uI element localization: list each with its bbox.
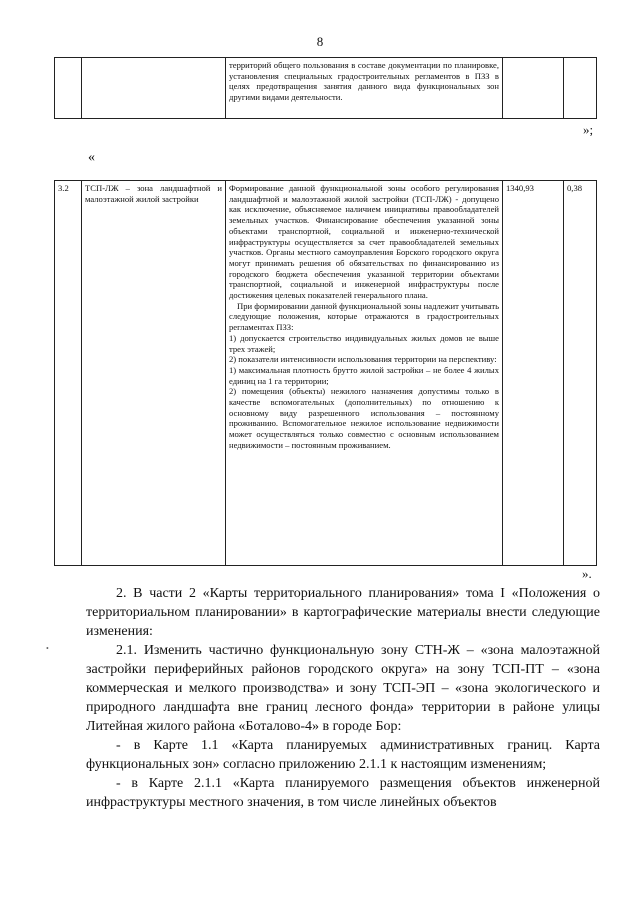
cell-empty-area bbox=[503, 58, 564, 119]
cell-top-text: территорий общего пользования в составе документации по планировке, установления специальных градостроительных регламентов в ПЗЗ в целях предотвращения занятия данного вида функциональных зон другими видами деятельности. bbox=[226, 58, 503, 119]
table-main bbox=[54, 180, 597, 566]
opening-quote: « bbox=[88, 150, 95, 165]
body-text bbox=[86, 584, 600, 812]
description-paragraph: 1) максимальная плотность брутто жилой застройки – не более 4 жилых единиц на 1 га территории; bbox=[229, 364, 499, 386]
scan-mark: • bbox=[46, 644, 49, 653]
closing-quote-1: »; bbox=[583, 122, 594, 137]
paragraph: - в Карте 1.1 «Карта планируемых административных границ. Карта функциональных зон» согласно приложению 2.1.1 к настоящим изменениям; bbox=[86, 738, 600, 772]
table-row bbox=[55, 181, 597, 566]
cell-empty-share bbox=[564, 58, 597, 119]
cell-empty-zone bbox=[82, 58, 226, 119]
paragraph: 2.1. Изменить частично функциональную зону СТН-Ж – «зона малоэтажной застройки периферийных районов городского округа» на зону ТСП-ПТ – «зона коммерческая и мелкого производства» и зону ТСП-ЭП – «зона экологического и природного ландшафта вне границ лесного фонда» территории в районе улицы Литейная жилого района «Боталово-4» в городе Бор: bbox=[86, 643, 600, 734]
cell-row-number: 3.2 bbox=[55, 181, 82, 566]
paragraph: 2. В части 2 «Карты территориального планирования» тома I «Положения о территориальном планировании» в картографические материалы внести следующие изменения: bbox=[86, 586, 600, 639]
cell-zone-name: ТСП-ЛЖ – зона ландшафтной и малоэтажной жилой застройки bbox=[82, 181, 226, 566]
description-paragraph: 1) допускается строительство индивидуальных жилых домов не выше трех этажей; bbox=[229, 332, 499, 354]
description-paragraph: 2) помещения (объекты) нежилого назначения допустимы только в качестве вспомогательных (дополнительных) по отношению к основному виду разрешенного использования – постоянному проживанию. Вспомогательное нежилое использование недвижимости может осуществляться только совместно с основным использованием недвижимости – постоянным проживанием. bbox=[229, 386, 499, 450]
description-paragraph: Формирование данной функциональной зоны особого регулирования ландшафтной и малоэтажной жилой застройки (ТСП-ЛЖ) - допущено как исключение, объясняемое наличием инициативы правообладателей земельных участков. Финансирование обеспечения указанной зоны объектами транспортной, социальной и инженерно-технической инфраструктуры осуществляется за счет правообладателей земельных участков. Органы местного самоуправления Борского городского округа могут принимать решения об обязательствах по финансированию из городского бюджета обеспечения указанной территории объектами транспортной, социальной и инженерной инфраструктуры после достижения целевых показателей генерального плана. bbox=[229, 183, 499, 301]
description-paragraph: 2) показатели интенсивности использования территории на перспективу: bbox=[229, 354, 497, 365]
cell-share: 0,38 bbox=[564, 181, 597, 566]
cell-description bbox=[226, 181, 503, 566]
description-paragraph: При формировании данной функциональной зоны надлежит учитывать следующие положения, которые отражаются в градостроительных регламентах ПЗЗ: bbox=[229, 300, 499, 333]
table-row bbox=[55, 58, 597, 119]
closing-quote-2: ». bbox=[582, 566, 592, 581]
table-top-fragment bbox=[54, 57, 597, 119]
page-number: 8 bbox=[316, 34, 324, 49]
cell-area: 1340,93 bbox=[503, 181, 564, 566]
cell-empty-num bbox=[55, 58, 82, 119]
paragraph: - в Карте 2.1.1 «Карта планируемого размещения объектов инженерной инфраструктуры местного значения, в том числе линейных объектов bbox=[86, 776, 600, 810]
